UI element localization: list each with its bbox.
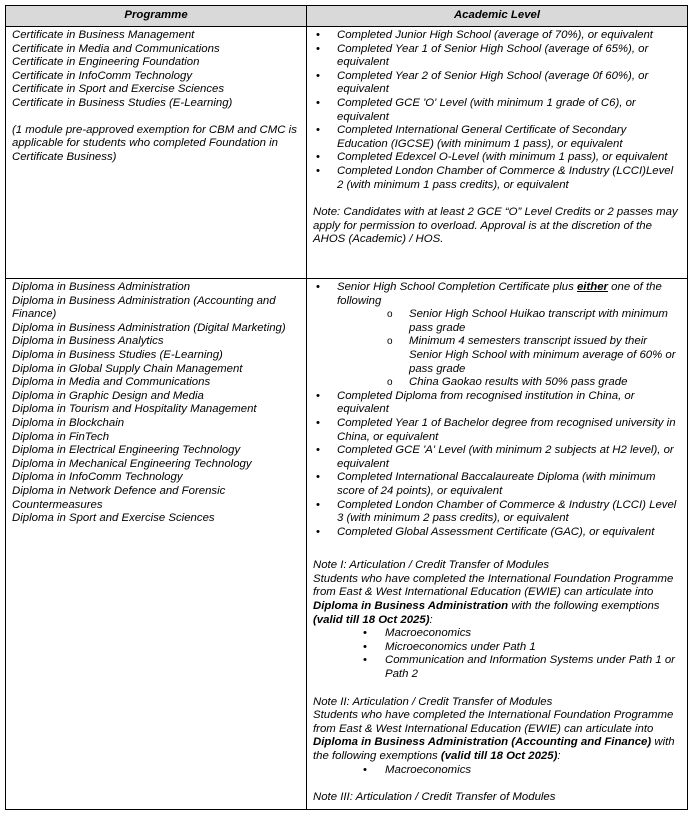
level-item: • Completed Global Assessment Certificate (GAC), or equivalent <box>313 526 679 540</box>
programme-item: Certificate in Engineering Foundation <box>12 56 200 69</box>
exemption-item: • Macroeconomics <box>313 764 679 778</box>
programme-item: Diploma in Mechanical Engineering Technology <box>12 457 252 470</box>
certificate-level-list-1 <box>313 29 679 97</box>
certificate-programmes-cell <box>6 27 307 279</box>
programme-item: Certificate in Business Management <box>12 29 195 41</box>
level-item: • Completed London Chamber of Commerce & Industry (LCCI)Level 2 (with minimum 1 pass credits), or equivalent <box>313 165 679 192</box>
sub-level-list <box>313 308 679 390</box>
sub-level-item: o China Gaokao results with 50% pass grade <box>313 376 679 390</box>
certificate-levels-cell <box>307 27 688 279</box>
programme-item: Certificate in InfoComm Technology <box>12 69 193 82</box>
certificate-row <box>6 27 688 279</box>
programme-item: Diploma in Business Administration (Digital Marketing) <box>12 321 286 334</box>
articulation-note-1 <box>313 559 679 681</box>
overload-note: Note: Candidates with at least 2 GCE “O” Level Credits or 2 passes may apply for permission to overload. Approval is at the discretion of the AHOS (Academic) / HOS. <box>313 206 678 246</box>
note-validity: (valid till 18 Oct 2025) <box>440 750 558 762</box>
articulation-note-3 <box>313 791 679 805</box>
programme-item: Diploma in Graphic Design and Media <box>12 389 204 402</box>
programme-item: Diploma in Business Administration <box>12 281 191 293</box>
programme-item: Certificate in Media and Communications <box>12 42 220 55</box>
note-text: with the following exemptions <box>508 600 660 613</box>
diploma-level-list <box>313 281 679 539</box>
note-text: Students who have completed the International Foundation Programme from East & West International Education (EWIE) can articulate into <box>313 709 674 735</box>
level-item: • Completed Edexcel O-Level (with minimum 1 pass), or equivalent <box>313 151 679 165</box>
header-row <box>6 6 688 27</box>
level-item: • Completed Diploma from recognised institution in China, or equivalent <box>313 390 679 417</box>
level-item <box>313 281 679 390</box>
programme-item: Diploma in Blockchain <box>12 416 125 429</box>
either-emphasis: either <box>576 281 608 293</box>
note-text: : <box>429 613 433 626</box>
programme-item: Diploma in Sport and Exercise Sciences <box>12 512 215 525</box>
programme-header: Programme <box>6 6 307 27</box>
level-item: • Completed GCE 'A' Level (with minimum 2 subjects at H2 level), or equivalent <box>313 444 679 471</box>
sub-level-item: o Minimum 4 semesters transcript issued by their Senior High School with minimum average of 60% or pass grade <box>313 335 679 376</box>
note-title: Note I: Articulation / Credit Transfer of Modules <box>313 559 550 572</box>
note-body <box>313 709 679 763</box>
note-title: Note III: Articulation / Credit Transfer of Modules <box>313 791 556 804</box>
note-programme: Diploma in Business Administration (Accounting and Finance) <box>313 736 652 749</box>
note-text: Students who have completed the International Foundation Programme from East & West International Education (EWIE) can articulate into <box>313 572 674 599</box>
level-item: • Completed Junior High School (average of 70%), or equivalent <box>313 29 679 43</box>
level-item: • Completed London Chamber of Commerce & Industry (LCCI) Level 3 (with minimum 2 pass credits), or equivalent <box>313 499 679 526</box>
academic-level-header: Academic Level <box>307 6 688 27</box>
level-item: • Completed International Baccalaureate Diploma (with minimum score of 24 points), or equivalent <box>313 471 679 498</box>
level-item: • Completed GCE 'O' Level (with minimum 1 grade of C6), or equivalent <box>313 97 679 124</box>
exemption-list <box>313 627 679 681</box>
programme-item: Diploma in FinTech <box>12 430 110 443</box>
exemption-item: • Macroeconomics <box>313 627 679 641</box>
note-validity: (valid till 18 Oct 2025) <box>313 613 430 626</box>
programme-item: Diploma in InfoComm Technology <box>12 471 183 484</box>
exemption-item: • Microeconomics under Path 1 <box>313 641 679 655</box>
diploma-row <box>6 279 688 810</box>
note-text: with the following exemptions <box>313 736 675 762</box>
diploma-programmes-cell <box>6 279 307 810</box>
programme-item: Certificate in Sport and Exercise Sciences <box>12 83 225 96</box>
level-item-text: one of the following <box>337 281 662 307</box>
note-programme: Diploma in Business Administration <box>313 600 509 613</box>
diploma-levels-cell <box>307 279 688 810</box>
level-item: • Completed International General Certificate of Secondary Education (IGCSE) (with minimum 1 pass), or equivalent <box>313 124 679 151</box>
programme-item: Diploma in Media and Communications <box>12 376 211 389</box>
certificate-level-list-2 <box>313 97 679 192</box>
programme-item: Diploma in Business Studies (E-Learning) <box>12 348 223 361</box>
sub-level-item: o Senior High School Huikao transcript with minimum pass grade <box>313 308 679 335</box>
articulation-note-2 <box>313 696 679 778</box>
programme-item: Diploma in Business Analytics <box>12 335 164 348</box>
note-title: Note II: Articulation / Credit Transfer of Modules <box>313 695 553 708</box>
programme-item: Certificate in Business Studies (E-Learning) <box>12 96 233 109</box>
exemption-list <box>313 764 679 778</box>
level-item-text: Senior High School Completion Certificate plus <box>337 281 577 293</box>
level-item: • Completed Year 1 of Bachelor degree from recognised university in China, or equivalent <box>313 417 679 444</box>
exemption-note: (1 module pre-approved exemption for CBM and CMC is applicable for students who completed Foundation in Certificate Business) <box>12 123 297 163</box>
programme-item: Diploma in Network Defence and Forensic Countermeasures <box>12 484 226 511</box>
note-body <box>313 573 679 627</box>
exemption-item: • Communication and Information Systems under Path 1 or Path 2 <box>313 654 679 681</box>
note-text: : <box>557 750 561 762</box>
entry-requirements-table <box>5 5 688 810</box>
programme-item: Diploma in Tourism and Hospitality Management <box>12 403 257 416</box>
level-item: • Completed Year 1 of Senior High School (average of 65%), or equivalent <box>313 43 679 70</box>
programme-item: Diploma in Global Supply Chain Management <box>12 362 243 375</box>
level-item: • Completed Year 2 of Senior High School (average 0f 60%), or equivalent <box>313 70 679 97</box>
programme-item: Diploma in Electrical Engineering Technology <box>12 444 241 457</box>
programme-item: Diploma in Business Administration (Accounting and Finance) <box>12 294 276 321</box>
